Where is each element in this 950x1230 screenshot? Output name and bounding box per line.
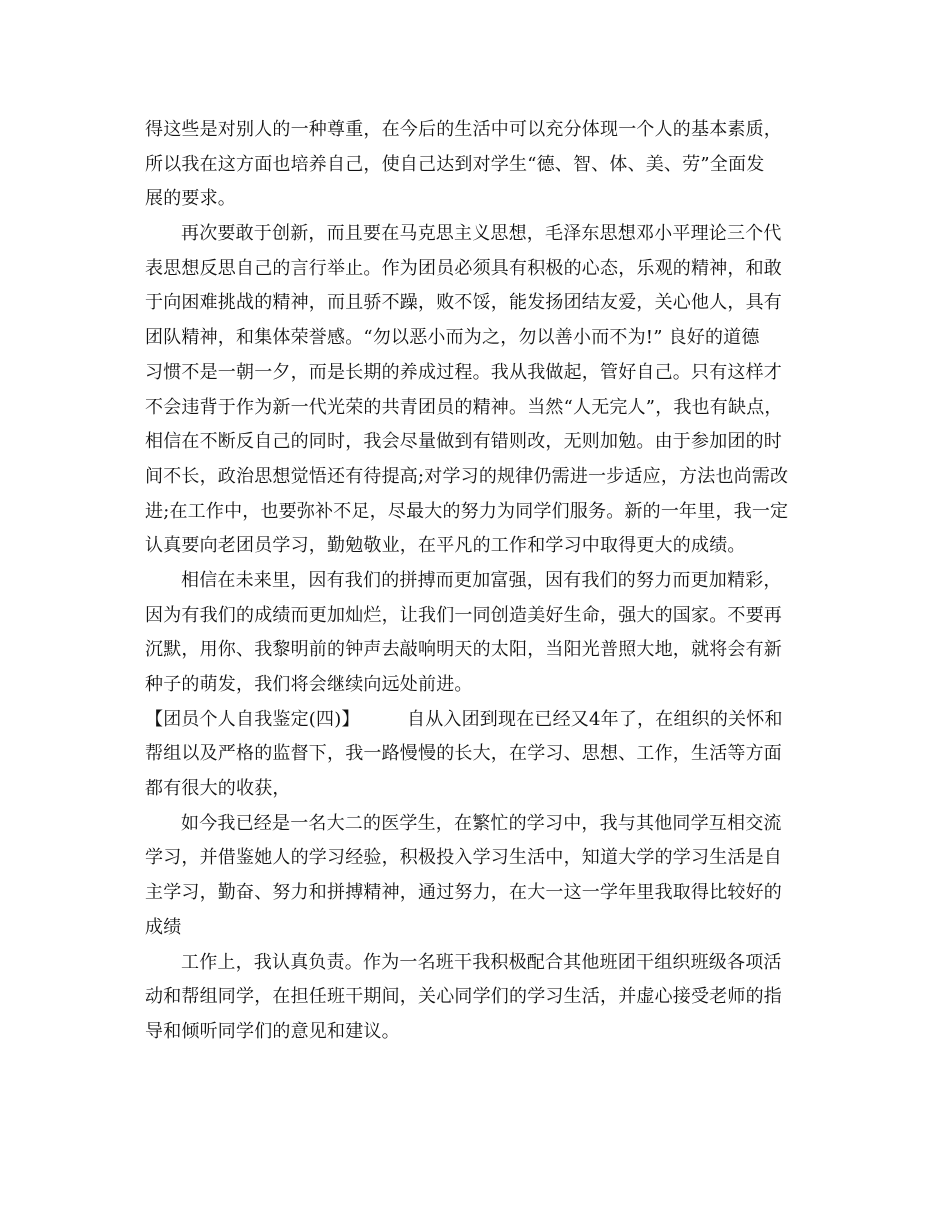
document-body [145,113,810,1050]
text-line: 学习，并借鉴她人的学习经验，积极投入学习生活中，知道大学的学习生活是自 [145,847,782,869]
text-line: 相信在不断反自己的同时，我会尽量做到有错则改，无则加勉。由于参加团的时 [145,431,782,453]
text-line: 导和倾听同学们的意见和建议。 [145,1020,400,1042]
text-line: 不会违背于作为新一代光荣的共青团员的精神。当然“人无完人”，我也有缺点， [145,396,783,418]
text-line: 都有很大的收获， [145,778,291,800]
text-line: 团队精神，和集体荣誉感。“勿以恶小而为之，勿以善小而不为!” 良好的道德 [145,327,760,349]
paragraph-start-line: 如今我已经是一名大二的医学生，在繁忙的学习中，我与其他同学互相交流 [181,812,782,834]
text-line: 自从入团到现在已经又4年了，在组织的关怀和 [407,708,783,730]
text-line: 所以我在这方面也培养自己，使自己达到对学生“德、智、体、美、劳”全面发 [145,153,765,175]
paragraph-start-line: 工作上，我认真负责。作为一名班干我积极配合其他班团干组织班级各项活 [181,951,782,973]
text-line: 沉默，用你、我黎明前的钟声去敲响明天的太阳，当阳光普照大地，就将会有新 [145,639,782,661]
text-line: 于向困难挑战的精神，而且骄不躁，败不馁，能发扬团结友爱，关心他人，具有 [145,292,782,314]
text-line: 展的要求。 [145,188,236,210]
text-line: 帮组以及严格的监督下，我一路慢慢的长大，在学习、思想、工作，生活等方面 [145,743,782,765]
text-line: 表思想反思自己的言行举止。作为团员必须具有积极的心态，乐观的精神，和敢 [145,257,782,279]
section-heading: 【团员个人自我鉴定(四)】 [145,708,360,730]
text-line: 动和帮组同学，在担任班干期间，关心同学们的学习生活，并虚心接受老师的指 [145,986,782,1008]
section-heading-line [145,703,810,738]
text-line: 认真要向老团员学习，勤勉敬业，在平凡的工作和学习中取得更大的成绩。 [145,535,746,557]
text-line: 间不长，政治思想觉悟还有待提高;对学习的规律仍需进一步适应，方法也尚需改 [145,465,789,487]
text-line: 因为有我们的成绩而更加灿烂，让我们一同创造美好生命，强大的国家。不要再 [145,604,782,626]
paragraph-start-line: 相信在未来里，因有我们的拼搏而更加富强，因有我们的努力而更加精彩， [181,569,782,591]
text-line: 进;在工作中，也要弥补不足，尽最大的努力为同学们服务。新的一年里，我一定 [145,500,789,522]
paragraph-start-line: 再次要敢于创新，而且要在马克思主义思想，毛泽东思想邓小平理论三个代 [181,223,782,245]
text-line: 种子的萌发，我们将会继续向远处前进。 [145,674,473,695]
text-line: 成绩 [145,916,182,938]
text-line: 主学习，勤奋、努力和拼搏精神，通过努力，在大一这一学年里我取得比较好的 [145,882,782,904]
text-line: 得这些是对别人的一种尊重，在今后的生活中可以充分体现一个人的基本素质， [145,119,782,140]
text-line: 习惯不是一朝一夕，而是长期的养成过程。我从我做起，管好自己。只有这样才 [145,361,782,383]
